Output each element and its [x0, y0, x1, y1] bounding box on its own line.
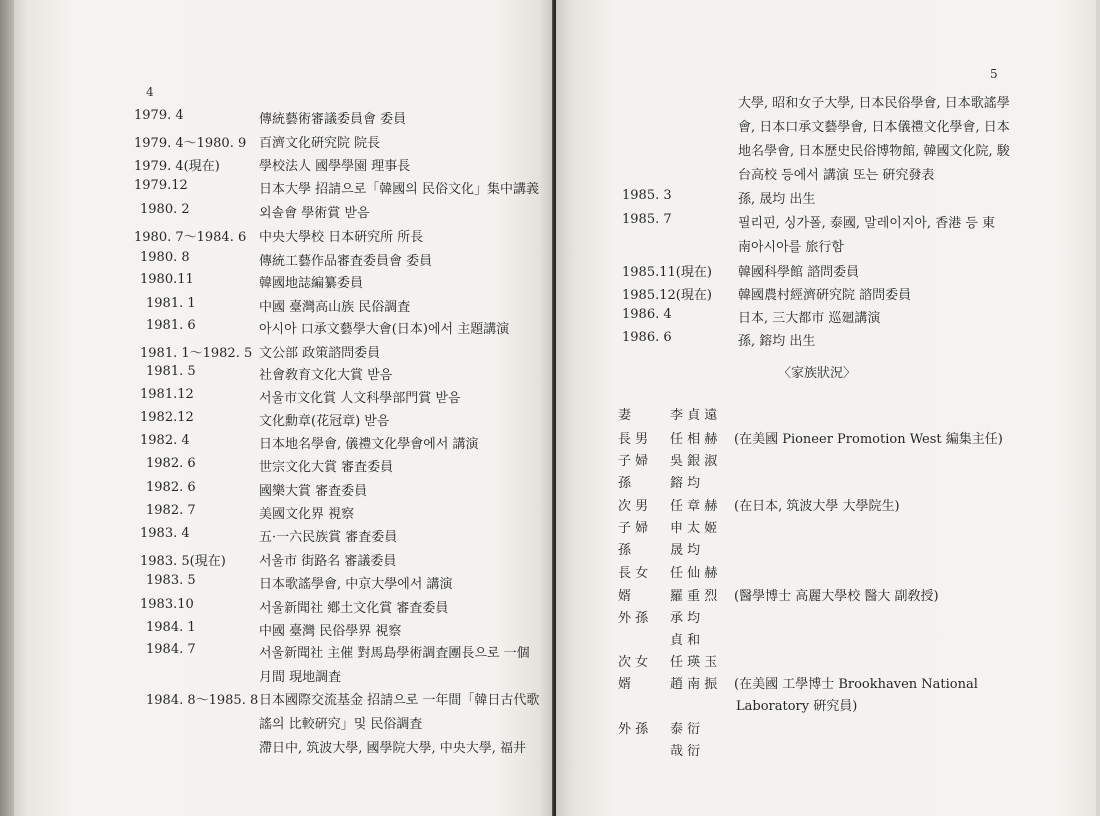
entry-description: 韓國農村經濟硏究院 諮問委員	[738, 288, 912, 303]
entry-date: 1983. 5(現在)	[140, 554, 226, 569]
family-member-name: 晟 均	[670, 543, 701, 558]
family-member-name: 趙 南 振	[670, 677, 718, 692]
entry-description: 國樂大賞 審査委員	[259, 484, 368, 499]
entry-date: 1979. 4(現在)	[134, 159, 220, 174]
entry-date: 1984. 8～1985. 8	[146, 693, 259, 708]
entry-description: 中央大學校 日本硏究所 所長	[259, 230, 424, 245]
entry-date: 1980. 8	[140, 250, 190, 265]
entry-description: 滯日中, 筑波大學, 國學院大學, 中央大學, 福井	[259, 741, 527, 756]
entry-description: 필리핀, 싱가폴, 泰國, 말레이지아, 香港 등 東	[738, 216, 996, 231]
entry-description: 서울新聞社 主催 對馬島學術調査團長으로 一個	[259, 646, 530, 661]
family-member-name: 申 太 姬	[670, 521, 718, 536]
family-member-note: (醫學博士 高麗大學校 醫大 副敎授)	[734, 589, 939, 604]
family-relation: 妻	[618, 408, 632, 423]
entry-date: 1985. 3	[622, 188, 672, 203]
family-member-name: 哉 衍	[670, 744, 701, 759]
family-member-name: 任 章 赫	[670, 499, 718, 514]
family-member-name: 貞 和	[670, 633, 701, 648]
family-member-note: (在日本, 筑波大學 大學院生)	[734, 499, 900, 514]
family-relation: 次 女	[618, 655, 649, 670]
book-edge	[0, 0, 14, 816]
entry-description: 月間 現地調査	[259, 670, 342, 685]
family-relation: 長 女	[618, 566, 649, 581]
family-member-name: 泰 衍	[670, 722, 701, 737]
entry-date: 1979. 4	[134, 108, 184, 123]
entry-description: 외솔會 學術賞 받음	[259, 206, 370, 221]
entry-date: 1980. 2	[140, 202, 190, 217]
entry-description: 日本, 三大都市 巡廻講演	[738, 311, 881, 326]
family-member-name: 任 仙 赫	[670, 566, 718, 581]
entry-description: 百濟文化硏究院 院長	[259, 136, 381, 151]
entry-description: 서울市文化賞 人文科學部門賞 받음	[259, 391, 461, 406]
family-relation: 長 男	[618, 432, 649, 447]
entry-date: 1979.12	[134, 178, 188, 193]
entry-date: 1986. 6	[622, 330, 672, 345]
entry-description: 文化勳章(花冠章) 받음	[259, 414, 390, 429]
family-relation: 孫	[618, 543, 632, 558]
entry-description: 中國 臺灣高山族 民俗調査	[259, 300, 411, 315]
entry-date: 1981. 1～1982. 5	[140, 346, 253, 361]
entry-date: 1981. 1	[146, 296, 196, 311]
family-member-name: 鎔 均	[670, 476, 701, 491]
continuation-line: 地名學會, 日本歷史民俗博物館, 韓國文化院, 駿	[738, 144, 1010, 159]
entry-description: 五·一六民族賞 審査委員	[259, 530, 398, 545]
entry-description: 서울市 街路名 審議委員	[259, 554, 397, 569]
entry-description: 日本大學 招請으로「韓國의 民俗文化」集中講義	[259, 182, 539, 197]
entry-date: 1982. 6	[146, 456, 196, 471]
entry-description: 南아시아를 旅行함	[738, 240, 844, 255]
entry-date: 1982. 7	[146, 503, 196, 518]
family-member-name: 任 瑛 玉	[670, 655, 718, 670]
entry-description: 韓國地誌編纂委員	[259, 276, 364, 291]
family-member-note: (在美國 工學博士 Brookhaven National	[734, 677, 978, 692]
family-member-name: 李 貞 遠	[670, 408, 718, 423]
entry-description: 孫, 鎔均 出生	[738, 334, 816, 349]
family-relation: 外 孫	[618, 722, 649, 737]
entry-date: 1985. 7	[622, 212, 672, 227]
entry-date: 1982. 4	[140, 433, 190, 448]
entry-description: 아시아 口承文藝學大會(日本)에서 主題講演	[259, 322, 510, 337]
entry-description: 韓國科學館 諮問委員	[738, 265, 860, 280]
entry-date: 1981. 5	[146, 364, 196, 379]
family-section-title: 〈家族狀況〉	[778, 366, 857, 381]
entry-description: 孫, 晟均 出生	[738, 192, 816, 207]
entry-date: 1980.11	[140, 272, 194, 287]
continuation-line: 大學, 昭和女子大學, 日本民俗學會, 日本歌謠學	[738, 96, 1010, 111]
family-relation: 婿	[618, 677, 632, 692]
entry-description: 서울新聞社 鄕土文化賞 審査委員	[259, 601, 449, 616]
family-member-name: 吳 銀 淑	[670, 454, 718, 469]
family-member-note: (在美國 Pioneer Promotion West 編集主任)	[734, 432, 1003, 447]
family-relation: 子 婦	[618, 454, 649, 469]
entry-date: 1985.12(現在)	[622, 288, 712, 303]
entry-date: 1983. 5	[146, 573, 196, 588]
entry-description: 中國 臺灣 民俗學界 視察	[259, 624, 402, 639]
entry-date: 1982. 6	[146, 480, 196, 495]
entry-description: 美國文化界 視察	[259, 507, 355, 522]
family-relation: 次 男	[618, 499, 649, 514]
entry-description: 日本歌謠學會, 中京大學에서 講演	[259, 577, 453, 592]
page-number-left: 4	[146, 85, 154, 99]
right-page	[556, 0, 1096, 816]
entry-description: 傳統工藝作品審査委員會 委員	[259, 254, 433, 269]
entry-date: 1985.11(現在)	[622, 265, 712, 280]
continuation-line: 台高校 등에서 講演 또는 硏究發表	[738, 168, 935, 183]
entry-description: 日本國際交流基金 招請으로 一年間「韓日古代歌	[259, 693, 540, 708]
family-member-name: 承 均	[670, 611, 701, 626]
entry-description: 社會敎育文化大賞 받음	[259, 368, 393, 383]
entry-date: 1981. 6	[146, 318, 196, 333]
family-relation: 婿	[618, 589, 632, 604]
entry-date: 1986. 4	[622, 307, 672, 322]
entry-date: 1979. 4～1980. 9	[134, 136, 247, 151]
entry-description: 世宗文化大賞 審査委員	[259, 460, 394, 475]
family-relation: 孫	[618, 476, 632, 491]
page-number-right: 5	[990, 67, 998, 81]
entry-date: 1982.12	[140, 410, 194, 425]
entry-description: 傳統藝術審議委員會 委員	[259, 112, 407, 127]
entry-date: 1983.10	[140, 597, 194, 612]
family-member-name: 任 相 赫	[670, 432, 718, 447]
entry-date: 1984. 7	[146, 642, 196, 657]
family-member-name: 羅 重 烈	[670, 589, 718, 604]
entry-date: 1980. 7～1984. 6	[134, 230, 247, 245]
continuation-line: 會, 日本口承文藝學會, 日本儀禮文化學會, 日本	[738, 120, 1010, 135]
entry-description: 學校法人 國學學園 理事長	[259, 159, 411, 174]
entry-date: 1983. 4	[140, 526, 190, 541]
entry-description: 文公部 政策諮問委員	[259, 346, 381, 361]
left-page	[14, 0, 555, 816]
entry-description: 日本地名學會, 儀禮文化學會에서 講演	[259, 437, 479, 452]
family-relation: 外 孫	[618, 611, 649, 626]
family-relation: 子 婦	[618, 521, 649, 536]
family-member-note: Laboratory 硏究員)	[736, 699, 858, 714]
entry-date: 1984. 1	[146, 620, 196, 635]
entry-description: 謠의 比較硏究」및 民俗調査	[259, 717, 423, 732]
entry-date: 1981.12	[140, 387, 194, 402]
